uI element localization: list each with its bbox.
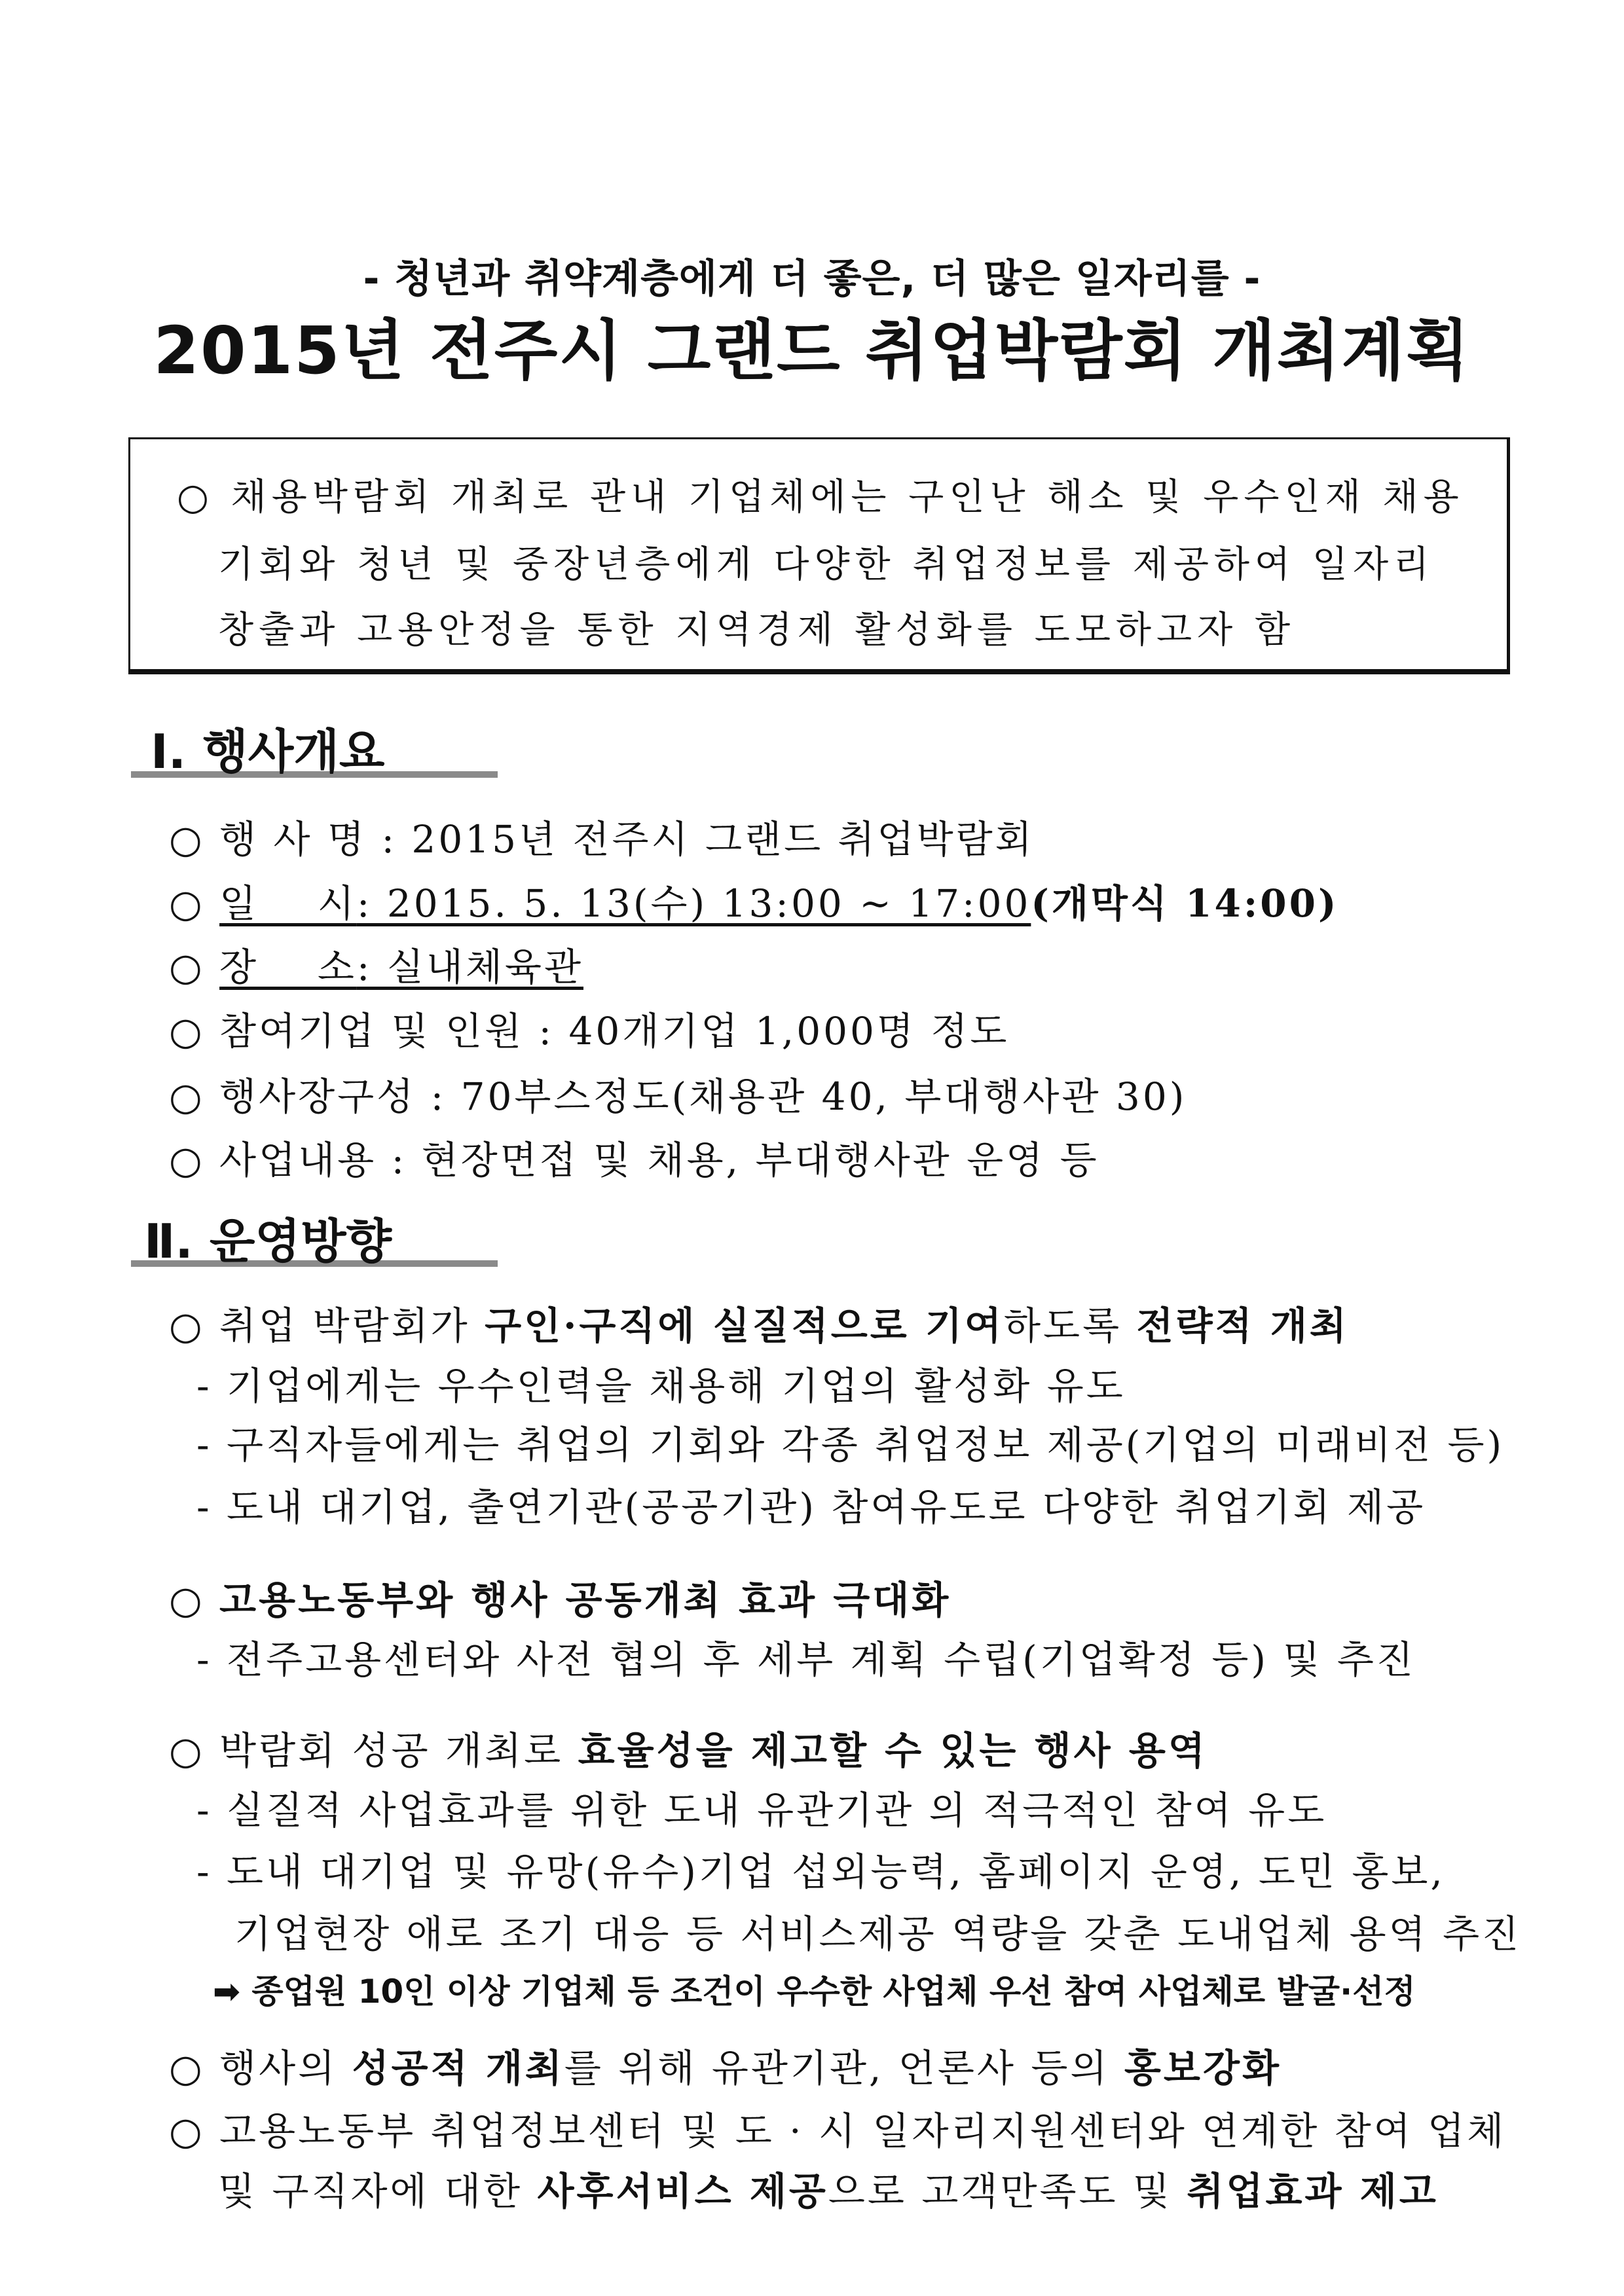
direction-3-sub-3: 기업현장 애로 조기 대응 등 서비스제공 역량을 갖춘 도내업체 용역 추진 (234, 1912, 1522, 1956)
direction-5-text-b: 으로 고객만족도 및 (828, 2169, 1187, 2214)
direction-2-title: 고용노동부와 행사 공동개최 효과 극대화 (219, 1578, 951, 1622)
section-2-heading (144, 1203, 392, 1271)
event-place-value: : 실내체육관 (356, 945, 583, 989)
participants-item (169, 1000, 1009, 1055)
direction-4-emphasis-a: 성공적 개최 (352, 2046, 564, 2090)
direction-4-emphasis-b: 홍보강화 (1124, 2046, 1282, 2090)
bullet: ○ (169, 1303, 205, 1348)
summary-line-2: 기회와 청년 및 중장년층에게 다양한 취업정보를 제공하여 일자리 (218, 543, 1435, 586)
event-date-value: : 2015. 5. 13(수) 13:00 ~ 17:00 (356, 881, 1031, 926)
direction-3-emphasis: 효율성을 제고할 수 있는 행사 용역 (578, 1728, 1208, 1773)
direction-1-sub-2: - 구직자들에게는 취업의 기회와 각종 취업정보 제공(기업의 미래비전 등) (196, 1423, 1505, 1467)
direction-5-line-1: 고용노동부 취업정보센터 및 도 · 시 일자리지원센터와 연계한 참여 업체 (219, 2109, 1507, 2153)
section-1-number: Ⅰ. (151, 724, 187, 779)
document-title: 2015년 전주시 그랜드 취업박람회 개최계획 (153, 312, 1471, 389)
direction-5-text-a: 및 구직자에 대한 (218, 2169, 538, 2214)
section-1-heading (151, 714, 384, 782)
direction-1-text-b: 하도록 (1004, 1303, 1137, 1348)
bullet: ○ (169, 1009, 205, 1053)
bullet: ○ (169, 1578, 205, 1622)
direction-1-sub-3: - 도내 대기업, 출연기관(공공기관) 참여유도로 다양한 취업기회 제공 (196, 1485, 1426, 1529)
bullet: ○ (169, 945, 205, 989)
direction-4-text-b: 를 위해 유관기관, 언론사 등의 (564, 2046, 1124, 2090)
event-name-item (169, 809, 1035, 864)
event-date-item (169, 873, 1338, 928)
section-1-title: 행사개요 (202, 724, 385, 779)
direction-2 (169, 1569, 951, 1624)
participants-text: 참여기업 및 인원 : 40개기업 1,000명 정도 (219, 1009, 1010, 1053)
venue-layout-item (169, 1066, 1187, 1121)
direction-5-emphasis-b: 취업효과 제고 (1187, 2169, 1439, 2214)
direction-3-arrow-text: 종업원 10인 이상 기업체 등 조건이 우수한 사업체 우선 참여 사업체로 발굴·선정 (251, 1973, 1416, 2011)
direction-1 (169, 1295, 1349, 1350)
business-content-text: 사업내용 : 현장면접 및 채용, 부대행사관 운영 등 (219, 1138, 1099, 1182)
section-2-title: 운영방향 (209, 1214, 392, 1269)
event-name-text: 행 사 명 : 2015년 전주시 그랜드 취업박람회 (219, 817, 1035, 862)
venue-layout-text: 행사장구성 : 70부스정도(채용관 40, 부대행사관 30) (219, 1074, 1187, 1119)
bullet: ○ (169, 817, 205, 862)
section-2-number: Ⅱ. (144, 1214, 193, 1269)
arrow-right-icon: ➡ (213, 1973, 240, 2011)
event-place-item (169, 936, 583, 991)
direction-3 (169, 1720, 1208, 1775)
bullet: ○ (169, 1138, 205, 1182)
direction-1-emphasis-a: 구인·구직에 실질적으로 기여 (485, 1303, 1005, 1348)
direction-1-sub-1: - 기업에게는 우수인력을 채용해 기업의 활성화 유도 (196, 1364, 1126, 1408)
direction-1-text-a: 취업 박람회가 (219, 1303, 485, 1348)
document-subtitle: - 청년과 취약계층에게 더 좋은, 더 많은 일자리를 - (363, 256, 1261, 302)
business-content-item (169, 1129, 1099, 1184)
direction-3-sub-2: - 도내 대기업 및 유망(유수)기업 섭외능력, 홈페이지 운영, 도민 홍보, (196, 1850, 1445, 1894)
summary-line-3: 창출과 고용안정을 통한 지역경제 활성화를 도모하고자 함 (218, 609, 1296, 651)
bullet: ○ (169, 2109, 205, 2153)
bullet: ○ (169, 881, 205, 926)
bullet: ○ (169, 2046, 205, 2090)
event-place-label: 장 소 (219, 945, 357, 989)
bullet: ○ (169, 1074, 205, 1119)
direction-4 (169, 2037, 1282, 2092)
summary-line-1: ○ 채용박람회 개최로 관내 기업체에는 구인난 해소 및 우수인재 채용 (177, 476, 1464, 519)
direction-5-emphasis-a: 사후서비스 제공 (537, 2169, 828, 2214)
direction-2-sub: - 전주고용센터와 사전 협의 후 세부 계획 수립(기업확정 등) 및 추진 (196, 1637, 1416, 1682)
direction-3-sub-1: - 실질적 사업효과를 위한 도내 유관기관 의 적극적인 참여 유도 (196, 1788, 1327, 1832)
direction-5 (169, 2100, 1506, 2155)
direction-3-arrow-note (213, 1965, 1416, 2013)
bullet: ○ (169, 1728, 205, 1773)
direction-4-text-a: 행사의 (219, 2046, 352, 2090)
event-opening-time: (개막식 14:00) (1031, 881, 1339, 926)
direction-3-text: 박람회 성공 개최로 (219, 1728, 578, 1773)
event-date-label: 일 시 (219, 881, 357, 926)
direction-5-line-2 (218, 2160, 1439, 2215)
direction-1-emphasis-b: 전략적 개최 (1136, 1303, 1349, 1348)
